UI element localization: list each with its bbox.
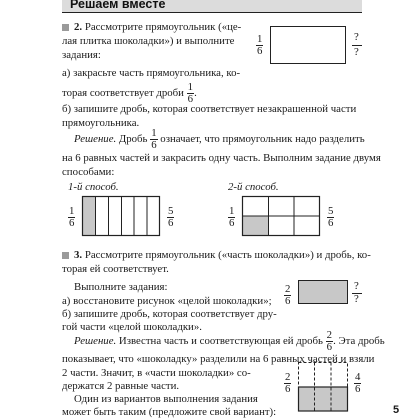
fig3-frac-num: 2 — [285, 283, 291, 295]
question-mark-bottom: ? — [354, 293, 359, 305]
page-number: 5 — [393, 404, 400, 416]
fraction-denominator: 6 — [326, 341, 333, 353]
known-part — [299, 387, 348, 411]
fig3s-left-fraction — [284, 372, 291, 395]
solution3-line4: держатся 2 равные части. — [62, 380, 180, 392]
m1-right-den: 6 — [168, 217, 174, 229]
task2-line1 — [74, 20, 241, 34]
method1-label: 1-й способ. — [68, 181, 119, 193]
solution2-line3: способами: — [62, 166, 115, 178]
task2-text1: Рассмотрите прямоугольник («це- — [84, 21, 242, 33]
solution3-text-b: . Эта дробь — [333, 334, 385, 347]
m2-left-fraction — [228, 206, 235, 229]
m2-right-den: 6 — [328, 217, 334, 229]
question-mark-top: ? — [354, 31, 359, 43]
fraction-numerator: 1 — [151, 127, 157, 139]
fig3s-right-fraction — [354, 372, 361, 395]
method2-figure — [242, 196, 320, 236]
fraction — [326, 330, 333, 353]
m2-right-fraction — [327, 206, 334, 229]
task3-line1 — [74, 248, 371, 262]
chocolate-part-rectangle — [298, 280, 348, 304]
m1-left-den: 6 — [69, 217, 75, 229]
task3-b-line1: б) запишите дробь, которая соответствует дру- — [62, 308, 277, 320]
method2-label: 2-й способ. — [228, 181, 279, 193]
task3-tasks-label: Выполните задания: — [74, 281, 168, 293]
question-mark-bottom: ? — [354, 46, 359, 58]
task3-line2: торая ей соответствует. — [62, 263, 169, 275]
m1-left-num: 1 — [69, 205, 75, 217]
fig3-fraction — [284, 284, 291, 307]
solution3-line3: 2 части. Значит, в «части шоколадки» со- — [62, 367, 251, 379]
solution2-line2: на 6 равных частей и закрасить одну часть. Выполним задание двумя — [62, 152, 381, 164]
solution2-line1 — [74, 128, 365, 151]
solution3-line1 — [74, 330, 385, 353]
m1-left-fraction — [68, 206, 75, 229]
fraction-denominator: 6 — [151, 139, 157, 151]
solution2-text-a: Дробь — [118, 132, 148, 145]
fig3s-right-den: 6 — [355, 383, 361, 395]
m2-left-den: 6 — [229, 217, 235, 229]
shaded-part — [83, 197, 96, 236]
task3-a-line: а) восстановите рисунок «целой шоколадки»; — [62, 295, 272, 307]
solution2-text-b: означает, что прямоугольник надо разделить — [160, 132, 365, 145]
chocolate-rectangle — [270, 26, 346, 64]
task-marker — [62, 252, 69, 259]
fig3s-left-den: 6 — [285, 383, 291, 395]
solution-label: Решение. — [74, 132, 117, 145]
fig2-fraction — [256, 34, 263, 57]
shaded-part — [243, 216, 269, 236]
fraction — [150, 128, 157, 151]
solution3-line2: показывает, что «шоколадку» разделили на 6 равных частей и взяли — [62, 353, 375, 365]
solution3-text-a: Известна часть и соответствующая ей дробь — [118, 334, 323, 347]
task2-line3: задания: — [62, 49, 101, 61]
m1-right-fraction — [167, 206, 174, 229]
task3-text1: Рассмотрите прямоугольник («часть шоколадки») и дробь, ко- — [84, 249, 371, 261]
fraction-denominator: 6 — [187, 93, 194, 105]
fraction-numerator: 2 — [326, 329, 333, 341]
solution3-line5: Один из вариантов выполнения задания — [74, 393, 258, 405]
fig2-frac-num: 1 — [257, 33, 263, 45]
m2-left-num: 1 — [229, 205, 235, 217]
solution3-line6: может быть таким (предложите свой вариант): — [62, 406, 277, 418]
task2-a-text: торая соответствует дроби — [62, 86, 184, 99]
fraction-numerator: 1 — [187, 81, 194, 93]
fig2-frac-den: 6 — [257, 45, 263, 57]
task3-number: 3. — [74, 249, 83, 261]
section-title: Решаем вместе — [70, 0, 166, 11]
task-marker — [62, 24, 69, 31]
task2-b-line1: б) запишите дробь, которая соответствует незакрашенной части — [62, 103, 357, 115]
question-mark-top: ? — [354, 280, 359, 292]
restored-part — [299, 363, 348, 388]
task2-a-line1: а) закрасьте часть прямоугольника, ко- — [62, 67, 241, 79]
fig3s-right-num: 4 — [355, 371, 361, 383]
fig3s-left-num: 2 — [285, 371, 291, 383]
solution-label: Решение. — [74, 334, 117, 347]
m1-right-num: 5 — [168, 205, 174, 217]
m2-right-num: 5 — [328, 205, 334, 217]
task2-a-line2: торая соответствует дроби $\frac{1}{6}$ . — [62, 81, 197, 105]
task2-line2: лая плитка шоколадки») и выполните — [62, 35, 235, 47]
task2-b-line2: прямоугольника. — [62, 117, 140, 129]
solution3-figure — [298, 362, 348, 412]
method1-figure — [82, 196, 160, 236]
task3-b-line2: гой части «целой шоколадки». — [62, 321, 202, 333]
task2-number: 2. — [74, 21, 83, 33]
fig3-frac-den: 6 — [285, 295, 291, 307]
